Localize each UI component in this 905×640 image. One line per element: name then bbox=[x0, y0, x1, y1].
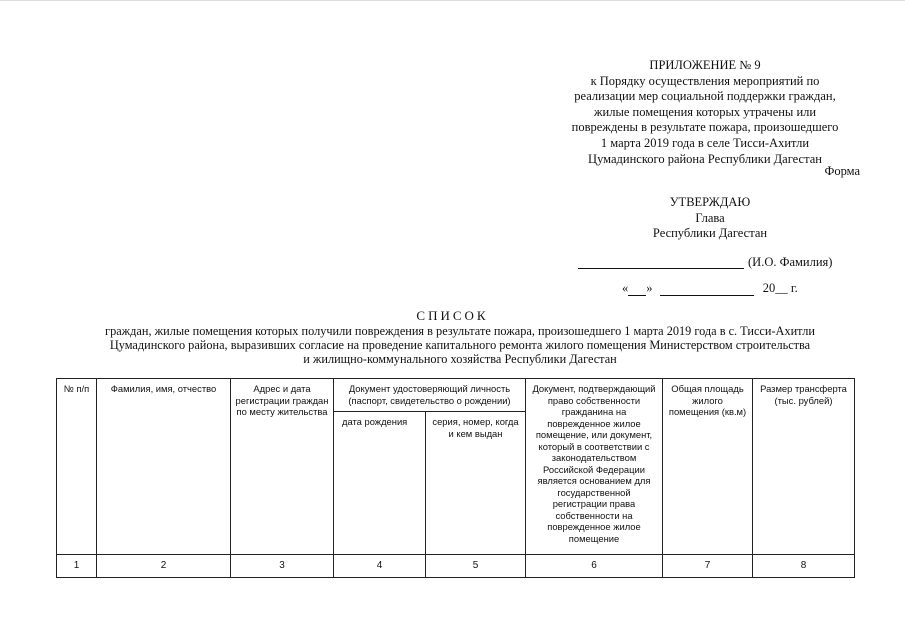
subtitle-line: граждан, жилые помещения которых получили повреждения в результате пожара, произошедшего 1 марта 2019 года в с. Тисси-Ахитли bbox=[105, 324, 815, 338]
date-year: 20__ г. bbox=[762, 281, 798, 295]
table-header-row bbox=[57, 379, 855, 412]
col-header-name: Фамилия, имя, отчество bbox=[97, 379, 231, 555]
appendix-line: Цумадинского района Республики Дагестан bbox=[588, 151, 822, 166]
month-blank bbox=[660, 283, 754, 296]
appendix-line: к Порядку осуществления мероприятий по bbox=[590, 73, 820, 88]
signature-hint: (И.О. Фамилия) bbox=[748, 255, 833, 269]
column-number: 7 bbox=[663, 555, 753, 578]
appendix-line: ПРИЛОЖЕНИЕ № 9 bbox=[649, 58, 761, 72]
date-close-quote: » bbox=[646, 281, 653, 295]
column-number: 8 bbox=[753, 555, 855, 578]
appendix-line: жилые помещения которых утрачены или bbox=[593, 104, 817, 119]
col-header-id-doc: Документ удостоверяющий личность (паспорт, свидетельство о рождении) bbox=[334, 379, 526, 412]
approval-block bbox=[620, 195, 800, 242]
approval-line: УТВЕРЖДАЮ bbox=[669, 195, 751, 209]
column-number: 3 bbox=[231, 555, 334, 578]
signature-line bbox=[578, 255, 744, 269]
column-number-row bbox=[57, 555, 855, 578]
col-header-birth-date: дата рождения bbox=[334, 412, 426, 555]
column-number: 2 bbox=[97, 555, 231, 578]
appendix-line: 1 марта 2019 года в селе Тисси-Ахитли bbox=[600, 135, 810, 150]
approval-line: Республики Дагестан bbox=[652, 226, 768, 241]
col-header-ownership: Документ, подтверждающий право собственности гражданина на поврежденное жилое помещение, или документ, который в соответствии с законодательством Российской Федерации является основанием для государственной регистрации права собственности на поврежденное жилое помещение bbox=[526, 379, 663, 555]
col-header-area: Общая площадь жилого помещения (кв.м) bbox=[663, 379, 753, 555]
subtitle-line: и жилищно-коммунального хозяйства Республики Дагестан bbox=[303, 352, 617, 366]
citizens-table bbox=[56, 378, 855, 578]
appendix-line: повреждены в результате пожара, произошедшего bbox=[571, 120, 839, 135]
col-header-transfer: Размер трансферта (тыс. рублей) bbox=[753, 379, 855, 555]
column-number: 4 bbox=[334, 555, 426, 578]
subtitle-line: Цумадинского района, выразивших согласие на проведение капитального ремонта жилого помещения Министерством строительства bbox=[109, 338, 811, 352]
appendix-line: реализации мер социальной поддержки граждан, bbox=[574, 89, 836, 104]
appendix-block bbox=[555, 58, 855, 167]
approval-line: Глава bbox=[695, 210, 725, 225]
form-label: Форма bbox=[824, 164, 860, 178]
col-header-address: Адрес и дата регистрации граждан по месту жительства bbox=[231, 379, 334, 555]
approval-date bbox=[622, 281, 798, 296]
col-header-doc-series: серия, номер, когда и кем выдан bbox=[426, 412, 526, 555]
column-number: 6 bbox=[526, 555, 663, 578]
day-blank bbox=[628, 283, 646, 296]
document-title: СПИСОК bbox=[416, 308, 489, 323]
column-number: 1 bbox=[57, 555, 97, 578]
scan-top-edge bbox=[0, 0, 905, 1]
document-subtitle bbox=[60, 324, 860, 366]
column-number: 5 bbox=[426, 555, 526, 578]
date-open-quote: « bbox=[622, 281, 629, 295]
col-header-num: № п/п bbox=[57, 379, 97, 555]
